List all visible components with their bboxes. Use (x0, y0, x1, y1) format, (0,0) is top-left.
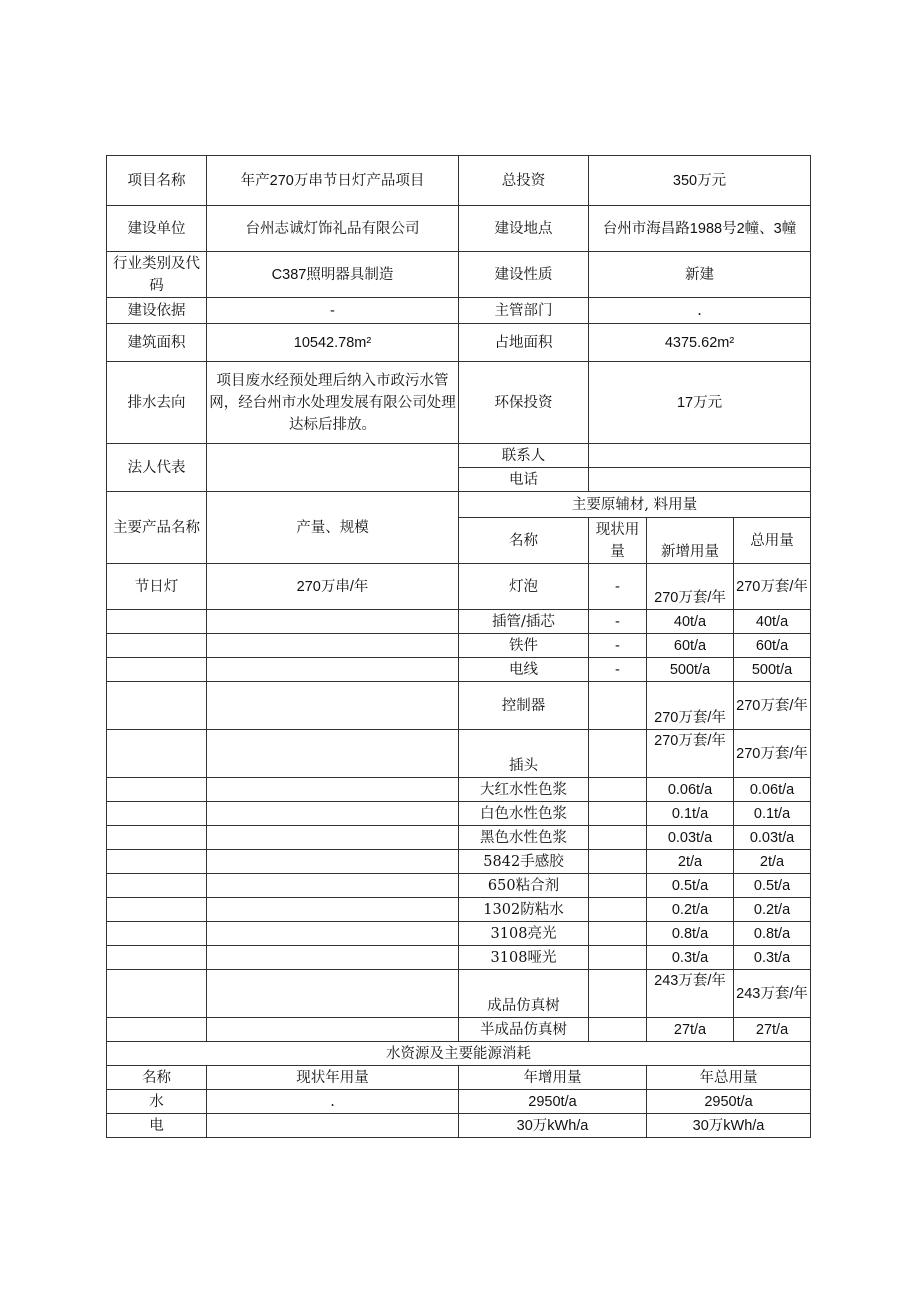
floor-area-label: 建筑面积 (107, 324, 207, 362)
material-current (589, 970, 647, 1018)
product-name: 节日灯 (107, 564, 207, 610)
dept-label: 主管部门 (459, 298, 589, 324)
phone-value (589, 468, 811, 492)
nature-value: 新建 (589, 252, 811, 298)
location-label: 建设地点 (459, 206, 589, 252)
drainage-label: 排水去向 (107, 362, 207, 444)
material-added: 0.1t/a (647, 802, 734, 826)
table-row (107, 206, 811, 252)
env-invest-label: 环保投资 (459, 362, 589, 444)
material-total: 0.03t/a (734, 826, 811, 850)
material-total: 0.8t/a (734, 922, 811, 946)
material-added: 60t/a (647, 634, 734, 658)
material-added: 243万套/年 (647, 970, 734, 1018)
material-current: - (589, 634, 647, 658)
material-added: 0.5t/a (647, 874, 734, 898)
resource-total: 30万kWh/a (647, 1114, 811, 1138)
table-row (107, 874, 811, 898)
table-row (107, 298, 811, 324)
scale-header: 产量、规模 (207, 492, 459, 564)
material-current (589, 1018, 647, 1042)
total-invest-label: 总投资 (459, 156, 589, 206)
material-added: 0.8t/a (647, 922, 734, 946)
material-name: 5842手感胶 (459, 850, 589, 874)
material-current: - (589, 658, 647, 682)
material-total-header: 总用量 (734, 518, 811, 564)
table-row (107, 778, 811, 802)
table-row (107, 970, 811, 1018)
contact-label: 联系人 (459, 444, 589, 468)
material-total: 500t/a (734, 658, 811, 682)
material-added: 270万套/年 (647, 730, 734, 778)
material-current: - (589, 610, 647, 634)
table-row (107, 634, 811, 658)
table-row (107, 1066, 811, 1090)
material-current (589, 946, 647, 970)
table-row (107, 682, 811, 730)
table-row (107, 850, 811, 874)
table-row (107, 946, 811, 970)
resource-added: 30万kWh/a (459, 1114, 647, 1138)
resource-current: . (207, 1090, 459, 1114)
table-row (107, 252, 811, 298)
resource-name: 电 (107, 1114, 207, 1138)
material-total: 0.06t/a (734, 778, 811, 802)
material-current (589, 922, 647, 946)
material-name: 电线 (459, 658, 589, 682)
material-total: 2t/a (734, 850, 811, 874)
material-added: 270万套/年 (647, 682, 734, 730)
table-row (107, 1090, 811, 1114)
water-current-header: 现状年用量 (207, 1066, 459, 1090)
material-name: 大红水性色浆 (459, 778, 589, 802)
table-row (107, 898, 811, 922)
material-name: 半成品仿真树 (459, 1018, 589, 1042)
table-row (107, 1042, 811, 1066)
material-current (589, 826, 647, 850)
resource-current (207, 1114, 459, 1138)
basis-value: - (207, 298, 459, 324)
materials-group-header: 主要原辅材, 料用量 (459, 492, 811, 518)
project-name-label: 项目名称 (107, 156, 207, 206)
table-row (107, 324, 811, 362)
material-name: 成品仿真树 (459, 970, 589, 1018)
material-total: 0.1t/a (734, 802, 811, 826)
table-row (107, 610, 811, 634)
basis-label: 建设依据 (107, 298, 207, 324)
material-name: 插管/插芯 (459, 610, 589, 634)
water-energy-title: 水资源及主要能源消耗 (107, 1042, 811, 1066)
material-total: 27t/a (734, 1018, 811, 1042)
material-current (589, 802, 647, 826)
material-total: 0.2t/a (734, 898, 811, 922)
total-invest-value: 350万元 (589, 156, 811, 206)
table-row (107, 156, 811, 206)
project-name-value: 年产270万串节日灯产品项目 (207, 156, 459, 206)
material-name: 650粘合剂 (459, 874, 589, 898)
table-row (107, 826, 811, 850)
product-name-header: 主要产品名称 (107, 492, 207, 564)
material-current: - (589, 564, 647, 610)
table-row (107, 1114, 811, 1138)
material-added: 0.3t/a (647, 946, 734, 970)
dept-value: . (589, 298, 811, 324)
legal-label: 法人代表 (107, 444, 207, 492)
product-scale: 270万串/年 (207, 564, 459, 610)
material-added: 27t/a (647, 1018, 734, 1042)
material-added: 500t/a (647, 658, 734, 682)
land-area-label: 占地面积 (459, 324, 589, 362)
material-added: 2t/a (647, 850, 734, 874)
contact-value (589, 444, 811, 468)
material-name: 1302防粘水 (459, 898, 589, 922)
table-row (107, 1018, 811, 1042)
table-row (107, 564, 811, 610)
location-value: 台州市海昌路1988号2幢、3幢 (589, 206, 811, 252)
industry-label: 行业类别及代码 (107, 252, 207, 298)
material-total: 0.5t/a (734, 874, 811, 898)
material-name: 插头 (459, 730, 589, 778)
builder-value: 台州志诚灯饰礼品有限公司 (207, 206, 459, 252)
resource-added: 2950t/a (459, 1090, 647, 1114)
table-row (107, 362, 811, 444)
material-added: 0.2t/a (647, 898, 734, 922)
builder-label: 建设单位 (107, 206, 207, 252)
material-total: 0.3t/a (734, 946, 811, 970)
project-info-table (106, 155, 811, 1138)
material-current (589, 682, 647, 730)
table-row (107, 730, 811, 778)
water-added-header: 年增用量 (459, 1066, 647, 1090)
material-total: 243万套/年 (734, 970, 811, 1018)
table-row (107, 802, 811, 826)
material-current (589, 730, 647, 778)
material-current (589, 778, 647, 802)
material-total: 60t/a (734, 634, 811, 658)
material-name: 白色水性色浆 (459, 802, 589, 826)
material-total: 270万套/年 (734, 730, 811, 778)
table-row (107, 658, 811, 682)
material-name: 黑色水性色浆 (459, 826, 589, 850)
water-name-header: 名称 (107, 1066, 207, 1090)
material-total: 270万套/年 (734, 682, 811, 730)
resource-name: 水 (107, 1090, 207, 1114)
legal-value (207, 444, 459, 492)
material-name-header: 名称 (459, 518, 589, 564)
industry-value: C387照明器具制造 (207, 252, 459, 298)
resource-total: 2950t/a (647, 1090, 811, 1114)
water-total-header: 年总用量 (647, 1066, 811, 1090)
drainage-value: 项目废水经预处理后纳入市政污水管网，经台州市水处理发展有限公司处理达标后排放。 (207, 362, 459, 444)
material-name: 灯泡 (459, 564, 589, 610)
material-added: 0.06t/a (647, 778, 734, 802)
material-total: 40t/a (734, 610, 811, 634)
material-current (589, 898, 647, 922)
land-area-value: 4375.62m² (589, 324, 811, 362)
material-added: 40t/a (647, 610, 734, 634)
material-added: 0.03t/a (647, 826, 734, 850)
material-name: 铁件 (459, 634, 589, 658)
material-name: 3108哑光 (459, 946, 589, 970)
material-added-header: 新增用量 (647, 518, 734, 564)
material-added: 270万套/年 (647, 564, 734, 610)
table-row (107, 492, 811, 518)
material-current-header: 现状用量 (589, 518, 647, 564)
floor-area-value: 10542.78m² (207, 324, 459, 362)
env-invest-value: 17万元 (589, 362, 811, 444)
table-row (107, 444, 811, 468)
material-name: 3108亮光 (459, 922, 589, 946)
material-total: 270万套/年 (734, 564, 811, 610)
material-current (589, 850, 647, 874)
nature-label: 建设性质 (459, 252, 589, 298)
phone-label: 电话 (459, 468, 589, 492)
material-current (589, 874, 647, 898)
table-row (107, 922, 811, 946)
material-name: 控制器 (459, 682, 589, 730)
